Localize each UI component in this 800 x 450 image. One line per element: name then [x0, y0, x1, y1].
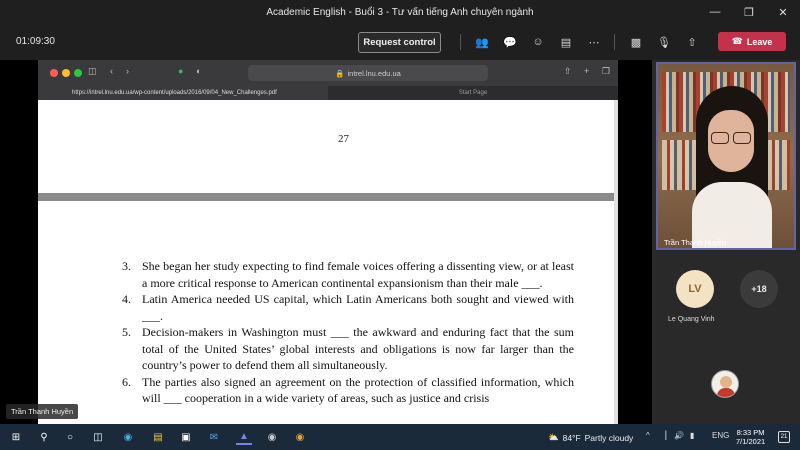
item-number: 6.: [122, 374, 131, 389]
item-text: The parties also signed an agreement on the protection of classified information, which will ___ cooperation in a wide variety of areas, such as justice and crisis: [142, 374, 574, 405]
edge-icon[interactable]: ◉: [123, 431, 133, 443]
list-item: [122, 291, 574, 324]
glasses-icon: [708, 132, 754, 144]
sidebar-icon: ◫: [88, 66, 97, 76]
windows-taskbar: [0, 424, 800, 450]
teams-icon[interactable]: ▲: [236, 429, 252, 445]
tabs-overview-icon: ❐: [602, 66, 611, 76]
clock-date: 7/1/2021: [736, 437, 766, 446]
page-separator: [38, 193, 618, 201]
maximize-dot-icon: [74, 69, 82, 77]
weather-temperature: 84°F: [562, 432, 581, 443]
leave-button[interactable]: [718, 32, 786, 51]
address-text: intrel.lnu.edu.ua: [347, 68, 401, 78]
extension-icon: ●: [178, 66, 184, 76]
participant-name: Le Quang Vinh: [668, 316, 715, 323]
avatar[interactable]: [711, 370, 739, 398]
item-text: She began her study expecting to find female voices offering a dissenting view, or at least a more critical response to American continental expansionism than their male ___.: [142, 259, 574, 290]
minimize-icon[interactable]: —: [709, 6, 721, 18]
more-participants-button[interactable]: +18: [740, 270, 778, 308]
participants-icon[interactable]: 👥: [475, 36, 489, 49]
browser-tabs: [38, 86, 618, 100]
tab-start-page-label: Start Page: [458, 90, 488, 96]
leave-label: Leave: [746, 36, 773, 47]
camera-off-icon[interactable]: ▩: [630, 36, 642, 49]
restore-icon[interactable]: ❐: [744, 6, 754, 19]
tab-pdf-label: https://intrel.lnu.edu.ua/wp-content/uploads/2016/09/04_New_Challenges.pdf: [72, 90, 277, 96]
pdf-scrollbar: [614, 100, 618, 424]
close-icon[interactable]: ✕: [778, 6, 788, 19]
minimize-dot-icon: [62, 69, 70, 77]
reactions-icon[interactable]: ☺: [532, 36, 544, 48]
volume-icon[interactable]: 🔊: [674, 431, 684, 440]
tab-start-page: [328, 86, 618, 100]
rooms-icon[interactable]: ▤: [560, 36, 572, 49]
item-number: 5.: [122, 325, 131, 339]
shield-icon: ◐: [196, 66, 202, 76]
chrome-icon[interactable]: ◉: [295, 431, 305, 443]
close-dot-icon: [50, 69, 58, 77]
shared-browser-window: [38, 60, 618, 424]
back-icon: ‹: [110, 66, 113, 76]
tab-pdf: [38, 86, 328, 100]
battery-icon[interactable]: ▮: [690, 431, 695, 440]
task-view-icon[interactable]: ◫: [93, 431, 103, 443]
lock-icon: 🔒: [335, 68, 345, 78]
search-icon[interactable]: ⚲: [40, 431, 48, 443]
share-content-icon[interactable]: ⇧: [687, 36, 697, 49]
title-bar: [0, 0, 800, 24]
more-actions-icon[interactable]: ⋯: [588, 36, 600, 49]
chat-icon[interactable]: 💬: [503, 36, 517, 49]
mic-off-icon[interactable]: 🎙: [657, 36, 671, 49]
toolbar-divider: [614, 34, 615, 50]
mail-icon[interactable]: ✉: [209, 431, 219, 443]
meeting-timer: 01:09:30: [16, 36, 55, 47]
item-number: 3.: [122, 259, 131, 273]
video-participant-name: Trần Thanh Huyền: [664, 238, 727, 247]
request-control-button[interactable]: Request control: [358, 32, 441, 53]
presenter-name-tag: Trần Thanh Huyền: [6, 404, 78, 419]
forward-icon: ›: [126, 66, 129, 76]
item-text: Decision-makers in Washington must ___ the awkward and enduring fact that the sum total of the United States’ global interests and obligations is now far larger than the country’s power to defend them all simultaneously.: [142, 325, 574, 372]
share-icon: ⇧: [564, 66, 572, 76]
language-indicator[interactable]: ENG: [712, 431, 730, 440]
item-number: 4.: [122, 292, 131, 306]
pdf-viewer: [38, 100, 618, 424]
toolbar-divider: [460, 34, 461, 50]
pdf-exercise-list: [122, 258, 574, 407]
store-icon[interactable]: ▣: [181, 431, 191, 443]
avatar[interactable]: LV: [676, 270, 714, 308]
address-bar: [248, 65, 488, 81]
item-text: Latin America needed US capital, which Latin Americans both sought and viewed with ___.: [142, 292, 574, 323]
app-icon[interactable]: ◉: [267, 431, 277, 443]
windows-start-icon[interactable]: ⊞: [11, 431, 21, 443]
participant-video-tile[interactable]: [656, 62, 796, 250]
list-item: [122, 324, 574, 374]
new-tab-icon: +: [584, 66, 590, 76]
partly-cloudy-icon: ⛅: [548, 432, 559, 442]
cortana-icon[interactable]: ○: [66, 431, 74, 443]
weather-widget[interactable]: [548, 432, 633, 443]
file-explorer-icon[interactable]: ▤: [153, 431, 163, 443]
shared-screen: [0, 60, 652, 424]
network-icon[interactable]: ▕: [660, 431, 667, 440]
weather-description: Partly cloudy: [584, 432, 634, 443]
phone-hangup-icon: ☎: [731, 36, 743, 46]
notification-center-icon[interactable]: 21: [778, 431, 790, 443]
clock-time: 8:33 PM: [736, 428, 765, 437]
list-item: [122, 258, 574, 291]
window-title: Academic English - Buổi 3 - Tư vấn tiếng Anh chuyên ngành: [266, 6, 534, 18]
window-controls: [698, 0, 800, 24]
meeting-toolbar: [0, 24, 800, 60]
page-number: 27: [338, 133, 349, 145]
chevron-up-icon[interactable]: ^: [646, 431, 650, 440]
list-item: [122, 374, 574, 407]
system-clock[interactable]: [736, 428, 765, 446]
browser-toolbar: [38, 60, 618, 86]
